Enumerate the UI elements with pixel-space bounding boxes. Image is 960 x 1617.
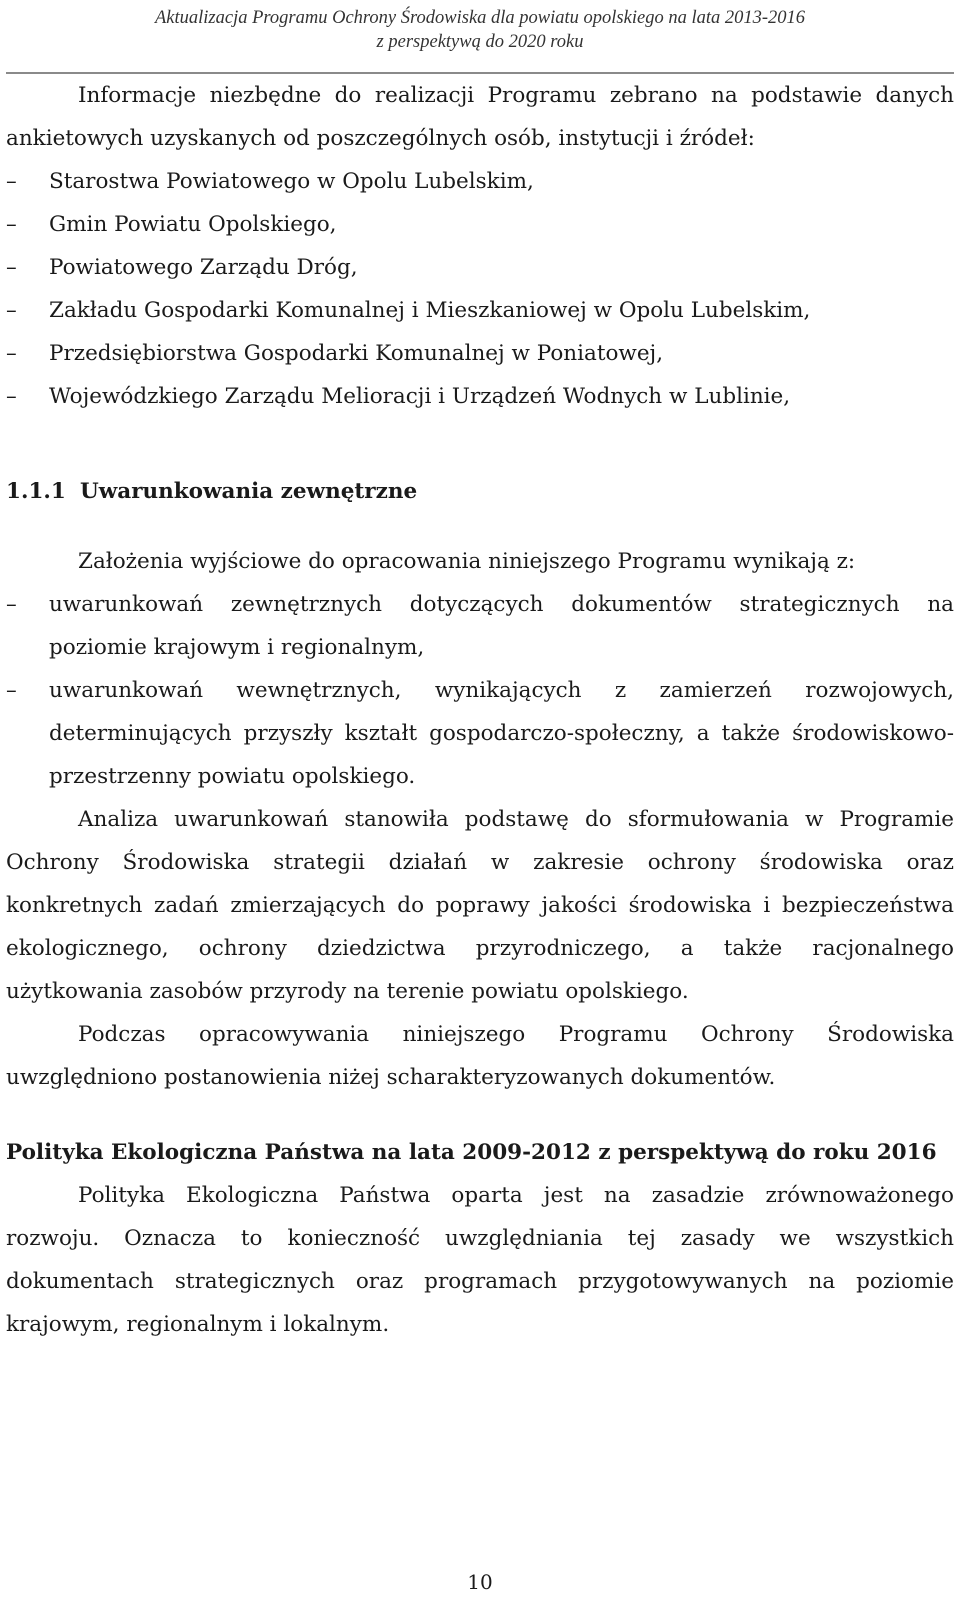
sources-list bbox=[6, 160, 954, 418]
list-item-text: Powiatowego Zarządu Dróg, bbox=[49, 255, 358, 280]
dash-bullet-icon: – bbox=[6, 169, 17, 194]
list-item bbox=[6, 375, 954, 418]
section-lead: Założenia wyjściowe do opracowania niniejszego Programu wynikają z: bbox=[78, 549, 856, 574]
intro-paragraph: Informacje niezbędne do realizacji Programu zebrano na podstawie danych ankietowych uzyskanych od poszczególnych osób, instytucji i źródeł: bbox=[6, 83, 954, 151]
dash-bullet-icon: – bbox=[6, 255, 17, 280]
section-title: Uwarunkowania zewnętrzne bbox=[80, 479, 418, 504]
dash-bullet-icon: – bbox=[6, 384, 17, 409]
list-item-text: Przedsiębiorstwa Gospodarki Komunalnej w Poniatowej, bbox=[49, 341, 664, 366]
section-heading bbox=[6, 475, 417, 509]
header-title: Aktualizacja Programu Ochrony Środowiska dla powiatu opolskiego na lata 2013-2016 bbox=[154, 8, 806, 28]
list-item-text: Gmin Powiatu Opolskiego, bbox=[49, 212, 337, 237]
list-item bbox=[6, 583, 954, 669]
list-item bbox=[6, 332, 954, 375]
documents-paragraph: Podczas opracowywania niniejszego Programu Ochrony Środowiska uwzględniono postanowienia niżej scharakteryzowanych dokumentów. bbox=[6, 1022, 954, 1090]
dash-bullet-icon: – bbox=[6, 298, 17, 323]
policy-heading: Polityka Ekologiczna Państwa na lata 2009-2012 z perspektywą do roku 2016 bbox=[6, 1140, 937, 1165]
list-item bbox=[6, 669, 954, 798]
running-header bbox=[0, 6, 960, 54]
analysis-paragraph: Analiza uwarunkowań stanowiła podstawę do sformułowania w Programie Ochrony Środowiska strategii działań w zakresie ochrony środowiska oraz konkretnych zadań zmierzających do poprawy jakości środowiska i bezpieczeństwa ekologicznego, ochrony dziedzictwa przyrodniczego, a także racjonalnego użytkowania zasobów przyrody na terenie powiatu opolskiego. bbox=[6, 807, 954, 1004]
list-item-text: uwarunkowań zewnętrznych dotyczących dokumentów strategicznych na poziomie krajowym i regionalnym, bbox=[49, 592, 954, 660]
dash-bullet-icon: – bbox=[6, 341, 17, 366]
intro-section bbox=[6, 74, 954, 418]
list-item-text: Starostwa Powiatowego w Opolu Lubelskim, bbox=[49, 169, 534, 194]
list-item bbox=[6, 203, 954, 246]
list-item bbox=[6, 246, 954, 289]
dash-bullet-icon: – bbox=[6, 212, 17, 237]
policy-paragraph: Polityka Ekologiczna Państwa oparta jest na zasadzie zrównoważonego rozwoju. Oznacza to konieczność uwzględniania tej zasady we wszystkich dokumentach strategicznych oraz programach przygotowywanych na poziomie krajowym, regionalnym i lokalnym. bbox=[6, 1183, 954, 1337]
list-item bbox=[6, 289, 954, 332]
list-item-text: uwarunkowań wewnętrznych, wynikających z zamierzeń rozwojowych, determinujących przyszły kształt gospodarczo-społeczny, a także środowiskowo-przestrzenny powiatu opolskiego. bbox=[49, 678, 954, 789]
header-subtitle: z perspektywą do 2020 roku bbox=[376, 32, 584, 52]
section-number: 1.1.1 bbox=[6, 479, 66, 504]
page-number: 10 bbox=[467, 1570, 493, 1594]
dash-bullet-icon: – bbox=[6, 592, 17, 617]
dash-bullet-icon: – bbox=[6, 678, 17, 703]
list-item-text: Wojewódzkiego Zarządu Melioracji i Urządzeń Wodnych w Lublinie, bbox=[49, 384, 791, 409]
section-body bbox=[6, 540, 954, 1346]
list-item bbox=[6, 160, 954, 203]
list-item-text: Zakładu Gospodarki Komunalnej i Mieszkaniowej w Opolu Lubelskim, bbox=[49, 298, 811, 323]
